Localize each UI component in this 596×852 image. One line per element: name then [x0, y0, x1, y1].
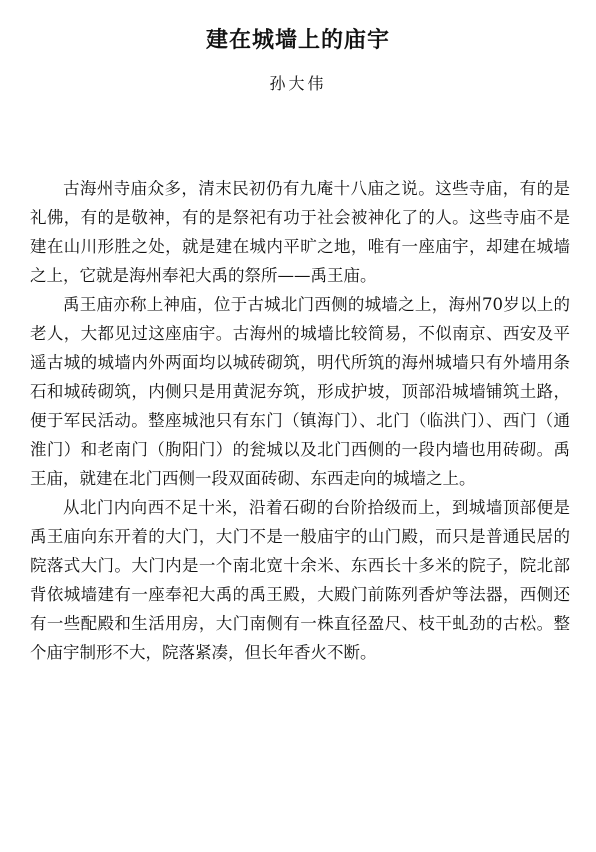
paragraph-2: 禹王庙亦称上神庙，位于古城北门西侧的城墙之上，海州70岁以上的老人，大都见过这座庙宇。古海州的城墙比较简易，不似南京、西安及平遥古城的城墙内外两面均以城砖砌筑，明代所筑的海州城墙只有外墙用条石和城砖砌筑，内侧只是用黄泥夯筑，形成护坡，顶部沿城墙铺筑土路，便于军民活动。整座城池只有东门（镇海门）、北门（临洪门）、西门（通淮门）和老南门（朐阳门）的瓮城以及北门西侧的一段内墙也用砖砌。禹王庙，就建在北门西侧一段双面砖砌、东西走向的城墙之上。	[30, 295, 570, 488]
paragraph-1: 古海州寺庙众多，清末民初仍有九庵十八庙之说。这些寺庙，有的是礼佛，有的是敬神，有的是祭祀有功于社会被神化了的人。这些寺庙不是建在山川形胜之处，就是建在城内平旷之地，唯有一座庙宇，却建在城墙之上，它就是海州奉祀大禹的祭所——禹王庙。	[30, 179, 570, 285]
article-body	[30, 174, 570, 667]
article-author: 孙大伟	[269, 74, 327, 93]
paragraph-3: 从北门内向西不足十米，沿着石砌的台阶拾级而上，到城墙顶部便是禹王庙向东开着的大门，大门不是一般庙宇的山门殿，而只是普通民居的院落式大门。大门内是一个南北宽十余米、东西长十多米的院子，院北部背依城墙建有一座奉祀大禹的禹王殿，大殿门前陈列香炉等法器，西侧还有一些配殿和生活用房，大门南侧有一株直径盈尺、枝干虬劲的古松。整个庙宇制形不大，院落紧凑，但长年香火不断。	[30, 498, 570, 662]
article-title: 建在城墙上的庙宇	[205, 28, 390, 53]
